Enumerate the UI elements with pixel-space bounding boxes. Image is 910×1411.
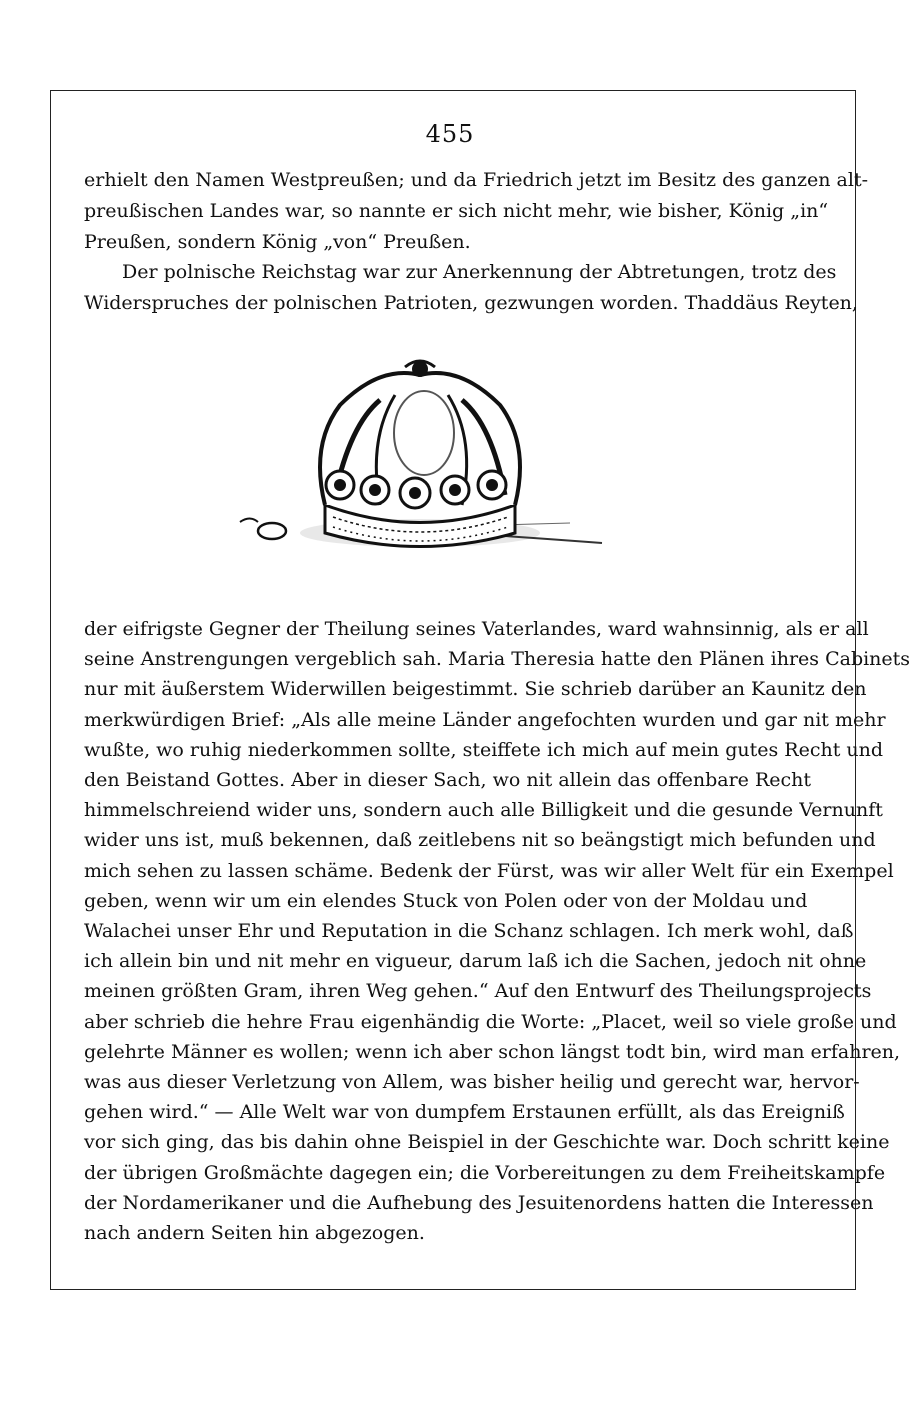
text-line: der eifrigste Gegner der Theilung seines Vaterlandes, ward wahnsinnig, als er all (84, 618, 869, 640)
page-number: 455 (425, 120, 475, 148)
text-line: aber schrieb die hehre Frau eigenhändig die Worte: „Placet, weil so viele große und (84, 1010, 897, 1033)
text-line: wider uns ist, muß bekennen, daß zeitlebens nit so beängstigt mich befunden und (84, 829, 876, 852)
text-line: vor sich ging, das bis dahin ohne Beispiel in der Geschichte war. Doch schritt keine (84, 1131, 890, 1154)
text-line: nach andern Seiten hin abgezogen. (84, 1222, 425, 1245)
text-line: den Beistand Gottes. Aber in dieser Sach, wo nit allein das offenbare Recht (84, 769, 812, 792)
text-line: merkwürdigen Brief: „Als alle meine Länder angefochten wurden und gar nit mehr (84, 708, 886, 731)
top-text (84, 165, 869, 319)
text-line: der übrigen Großmächte dagegen ein; die Vorbereitungen zu dem Freiheitskampfe (84, 1161, 886, 1184)
text-line: ich allein bin und nit mehr en vigueur, darum laß ich die Sachen, jedoch nit ohne (84, 950, 867, 973)
text-line: himmelschreiend wider uns, sondern auch alle Billigkeit und die gesunde Vernunft (84, 799, 883, 822)
text-line: erhielt den Namen Westpreußen; und da Friedrich jetzt im Besitz des ganzen alt- (84, 169, 869, 191)
text-line: was aus dieser Verletzung von Allem, was bisher heilig und gerecht war, hervor- (84, 1071, 860, 1094)
text-line: Walachei unser Ehr und Reputation in die Schanz schlagen. Ich merk wohl, daß (84, 920, 854, 943)
text-line: preußischen Landes war, so nannte er sich nicht mehr, wie bisher, König „in“ (84, 199, 829, 222)
text-line: gelehrte Männer es wollen; wenn ich aber schon längst todt bin, wird man erfahren, (84, 1040, 901, 1063)
text-line: geben, wenn wir um ein elendes Stuck von Polen oder von der Moldau und (84, 889, 808, 912)
text-line: mich sehen zu lassen schäme. Bedenk der Fürst, was wir aller Welt für ein Exempel (84, 859, 894, 882)
text-line: Widerspruches der polnischen Patrioten, gezwungen worden. Thaddäus Reyten, (84, 292, 858, 315)
bottom-text (84, 614, 910, 1248)
text-line: Der polnische Reichstag war zur Anerkennung der Abtretungen, trotz des (122, 261, 837, 284)
crown-illustration (230, 355, 610, 570)
text-line: seine Anstrengungen vergeblich sah. Maria Theresia hatte den Plänen ihres Cabinets (84, 648, 910, 671)
text-line: der Nordamerikaner und die Aufhebung des Jesuitenordens hatten die Interessen (84, 1191, 874, 1214)
text-line: meinen größten Gram, ihren Weg gehen.“ Auf den Entwurf des Theilungsprojects (84, 980, 872, 1003)
text-line: nur mit äußerstem Widerwillen beigestimmt. Sie schrieb darüber an Kaunitz den (84, 678, 867, 701)
text-line: gehen wird.“ — Alle Welt war von dumpfem Erstaunen erfüllt, als das Ereigniß (84, 1101, 845, 1124)
text-line: Preußen, sondern König „von“ Preußen. (84, 230, 471, 253)
text-line: wußte, wo ruhig niederkommen sollte, steiffete ich mich auf mein gutes Recht und (84, 738, 884, 761)
